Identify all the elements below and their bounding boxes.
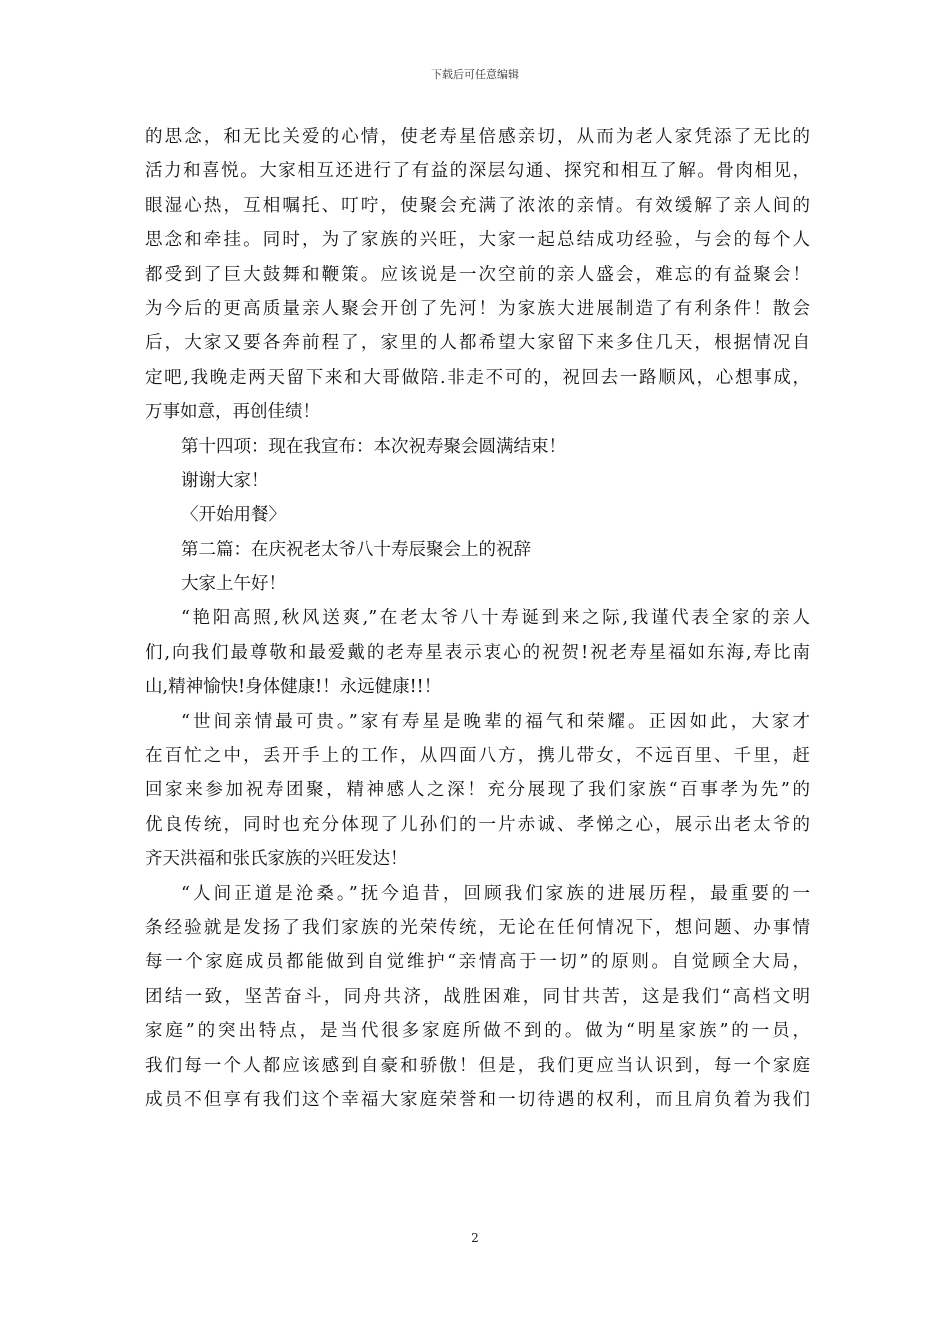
text-line: 万事如意，再创佳绩！ <box>145 402 320 423</box>
text-line: 条经验就是发扬了我们家族的光荣传统，无论在任何情况下，想问题、办事情 <box>145 917 810 938</box>
text-line: 优良传统，同时也充分体现了儿孙们的一片赤诚、孝悌之心，展示出老太爷的 <box>145 814 810 835</box>
text-line: 定吧,我晚走两天留下来和大哥做陪.非走不可的，祝回去一路顺风，心想事成， <box>145 367 810 388</box>
text-line: 齐天洪福和张氏家族的兴旺发达！ <box>145 849 408 870</box>
text-line: “艳阳高照,秋风送爽,”在老太爷八十寿诞到来之际,我谨代表全家的亲人 <box>181 608 810 629</box>
text-line: 的思念，和无比关爱的心情，使老寿星倍感亲切，从而为老人家凭添了无比的 <box>145 127 810 147</box>
text-line: 活力和喜悦。大家相互还进行了有益的深层勾通、探究和相互了解。骨肉相见， <box>145 161 810 182</box>
text-line: 为今后的更高质量亲人聚会开创了先河！为家族大进展制造了有利条件！散会 <box>145 298 810 319</box>
text-line: 大家上午好！ <box>181 574 286 595</box>
page-header: 下载后可任意编辑 <box>431 68 519 81</box>
text-line: 成员不但享有我们这个幸福大家庭荣誉和一切待遇的权利，而且肩负着为我们 <box>145 1089 810 1110</box>
document-body <box>145 120 810 1117</box>
text-line: 第十四项：现在我宣布：本次祝寿聚会圆满结束！ <box>181 436 566 457</box>
text-line: 眼湿心热，互相嘱托、叮咛，使聚会充满了浓浓的亲情。有效缓解了亲人间的 <box>145 195 810 216</box>
text-line: 家庭”的突出特点，是当代很多家庭所做不到的。做为“明星家族”的一员， <box>145 1021 810 1042</box>
text-line: 后，大家又要各奔前程了，家里的人都希望大家留下来多住几天，根据情况自 <box>145 333 810 354</box>
text-line: 们,向我们最尊敬和最爱戴的老寿星表示衷心的祝贺!祝老寿星福如东海,寿比南 <box>145 642 810 663</box>
text-line: 回家来参加祝寿团聚，精神感人之深！充分展现了我们家族“百事孝为先”的 <box>145 780 810 801</box>
text-line: 山,精神愉快!身体健康!！永远健康!!！ <box>145 677 442 698</box>
text-line: “世间亲情最可贵。”家有寿星是晚辈的福气和荣耀。正因如此，大家才 <box>181 711 810 732</box>
text-line: “人间正道是沧桑。”抚今追昔，回顾我们家族的进展历程，最重要的一 <box>181 883 810 904</box>
text-line: 都受到了巨大鼓舞和鞭策。应该说是一次空前的亲人盛会，难忘的有益聚会！ <box>145 264 810 285</box>
text-line: 思念和牵挂。同时，为了家族的兴旺，大家一起总结成功经验，与会的每个人 <box>145 230 810 251</box>
text-line: 我们每一个人都应该感到自豪和骄傲！但是，我们更应当认识到，每一个家庭 <box>145 1055 810 1076</box>
page-number: 2 <box>471 1231 479 1245</box>
text-line: 谢谢大家！ <box>181 470 269 491</box>
text-line: 团结一致，坚苦奋斗，同舟共济，战胜困难，同甘共苦，这是我们“高档文明 <box>145 986 810 1007</box>
text-line: 第二篇：在庆祝老太爷八十寿辰聚会上的祝辞 <box>181 539 531 560</box>
text-line: 〈开始用餐〉 <box>181 505 286 526</box>
text-line: 在百忙之中，丢开手上的工作，从四面八方，携儿带女，不远百里、千里，赶 <box>145 746 810 767</box>
text-line: 每一个家庭成员都能做到自觉维护“亲情高于一切”的原则。自觉顾全大局， <box>145 952 810 973</box>
